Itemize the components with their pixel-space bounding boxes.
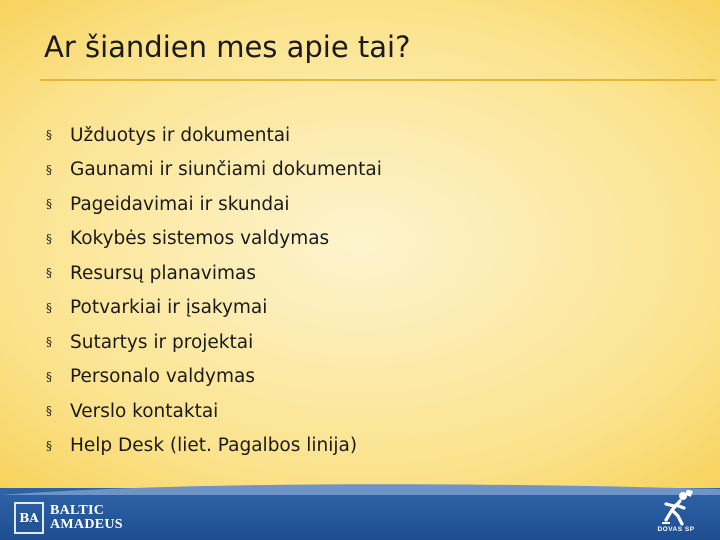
logo-wordmark	[50, 504, 123, 532]
list-item-text: Potvarkiai ir įsakymai	[70, 297, 268, 319]
bullet-icon: §	[46, 162, 52, 177]
footer-bar	[0, 488, 720, 540]
list-item	[46, 291, 382, 326]
bullet-icon: §	[46, 197, 52, 212]
list-item	[46, 256, 382, 291]
footer-swoosh-decoration	[0, 481, 720, 495]
list-item-text: Gaunami ir siunčiami dokumentai	[70, 159, 382, 181]
bullet-icon: §	[46, 266, 52, 281]
logo-line-1: BALTIC	[50, 503, 105, 518]
list-item-text: Personalo valdymas	[70, 366, 255, 388]
list-item-text: Kokybės sistemos valdymas	[70, 228, 330, 250]
dovas-logo	[652, 490, 700, 536]
list-item-text: Pageidavimai ir skundai	[70, 193, 290, 215]
logo-mark: BA	[14, 502, 44, 534]
slide-title: Ar šiandien mes apie tai?	[44, 30, 411, 64]
bullet-icon: §	[46, 335, 52, 350]
list-item	[46, 325, 382, 360]
running-figure-icon	[656, 490, 696, 526]
bullet-icon: §	[46, 438, 52, 453]
list-item	[46, 222, 382, 257]
list-item-text: Sutartys ir projektai	[70, 331, 254, 353]
list-item-text: Resursų planavimas	[70, 262, 256, 284]
list-item-text: Užduotys ir dokumentai	[70, 124, 291, 146]
logo-line-2: AMADEUS	[50, 517, 123, 532]
dovas-wordmark: DOVAS SP	[657, 526, 695, 533]
list-item	[46, 429, 382, 464]
bullet-icon: §	[46, 300, 52, 315]
list-item	[46, 153, 382, 188]
title-underline	[40, 79, 716, 81]
list-item	[46, 360, 382, 395]
bullet-icon: §	[46, 404, 52, 419]
list-item-text: Verslo kontaktai	[70, 400, 219, 422]
list-item	[46, 118, 382, 153]
bullet-list	[46, 118, 382, 463]
bullet-icon: §	[46, 128, 52, 143]
bullet-icon: §	[46, 231, 52, 246]
list-item	[46, 187, 382, 222]
list-item-text: Help Desk (liet. Pagalbos linija)	[70, 435, 358, 457]
list-item	[46, 394, 382, 429]
bullet-icon: §	[46, 369, 52, 384]
baltic-amadeus-logo	[14, 502, 123, 534]
